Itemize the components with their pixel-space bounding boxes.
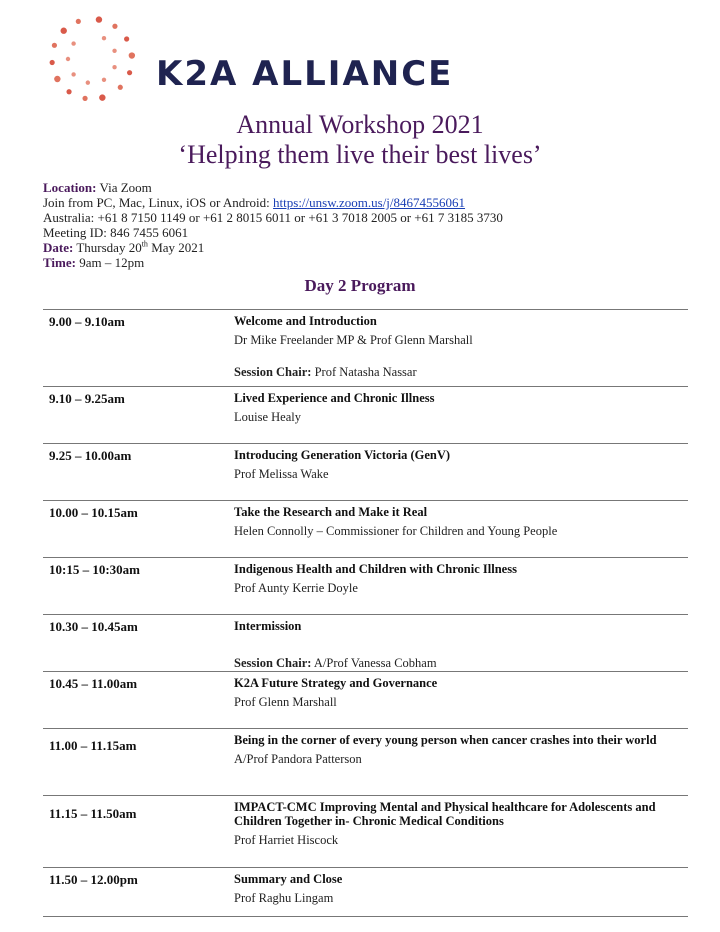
date-post: May 2021	[147, 240, 205, 255]
session-speaker: Helen Connolly – Commissioner for Children and Young People	[234, 524, 558, 538]
session-content	[234, 619, 688, 670]
meeting-id: Meeting ID: 846 7455 6061	[43, 225, 189, 240]
session-content	[234, 391, 688, 424]
program-row	[43, 500, 688, 557]
session-title: IMPACT-CMC Improving Mental and Physical healthcare for Adolescents and Children Together in- Chronic Medical Conditions	[234, 800, 656, 828]
time-line	[43, 255, 693, 270]
dot-ring-icon	[40, 14, 152, 104]
program-row	[43, 386, 688, 443]
session-title: Lived Experience and Chronic Illness	[234, 391, 435, 405]
phone-line: Australia: +61 8 7150 1149 or +61 2 8015 6011 or +61 3 7018 2005 or +61 7 3185 3730	[43, 210, 503, 225]
session-time: 9.25 – 10.00am	[49, 448, 132, 463]
session-time: 11.00 – 11.15am	[49, 738, 137, 753]
session-speaker: Prof Raghu Lingam	[234, 891, 334, 905]
title-line-1: Annual Workshop 2021	[236, 110, 484, 139]
session-content	[234, 800, 688, 847]
session-content	[234, 562, 688, 595]
title-line-2: ‘Helping them live their best lives’	[178, 140, 542, 169]
session-content	[234, 314, 688, 379]
program-row	[43, 614, 688, 671]
join-text: Join from PC, Mac, Linux, iOS or Android:	[43, 195, 274, 210]
program-row	[43, 443, 688, 500]
date-sup: th	[141, 239, 148, 249]
session-time: 10.30 – 10.45am	[49, 619, 138, 634]
zoom-link[interactable]: https://unsw.zoom.us/j/84674556061	[273, 195, 466, 210]
session-speaker: A/Prof Pandora Patterson	[234, 752, 362, 766]
session-speaker: Prof Glenn Marshall	[234, 695, 337, 709]
join-line	[43, 195, 693, 210]
session-title: Intermission	[234, 619, 302, 633]
event-info	[43, 180, 693, 270]
date-line	[43, 240, 693, 255]
time-value: 9am – 12pm	[75, 255, 145, 270]
date-label: Date:	[43, 240, 74, 255]
location-value: Via Zoom	[96, 180, 152, 195]
session-title: Being in the corner of every young person when cancer crashes into their world	[234, 733, 657, 747]
session-chair-name: Prof Natasha Nassar	[311, 365, 417, 379]
page-title	[0, 110, 720, 170]
session-speaker: Dr Mike Freelander MP & Prof Glenn Marshall	[234, 333, 473, 347]
program-title: Day 2 Program	[304, 276, 416, 295]
session-title: Summary and Close	[234, 872, 343, 886]
session-title: Take the Research and Make it Real	[234, 505, 428, 519]
session-content	[234, 676, 688, 709]
session-time: 10.45 – 11.00am	[49, 676, 138, 691]
session-content	[234, 733, 688, 766]
session-speaker: Louise Healy	[234, 410, 301, 424]
session-title: Indigenous Health and Children with Chronic Illness	[234, 562, 517, 576]
k2a-logo	[40, 14, 520, 104]
session-time: 9.10 – 9.25am	[49, 391, 125, 406]
session-chair	[234, 656, 688, 670]
session-title: Introducing Generation Victoria (GenV)	[234, 448, 451, 462]
program-row	[43, 557, 688, 614]
location-line	[43, 180, 693, 195]
session-speaker: Prof Harriet Hiscock	[234, 833, 339, 847]
session-content	[234, 448, 688, 481]
session-chair-name: A/Prof Vanessa Cobham	[311, 656, 437, 670]
program-table	[43, 309, 688, 917]
session-speaker: Prof Melissa Wake	[234, 467, 329, 481]
session-time: 10.00 – 10.15am	[49, 505, 138, 520]
session-time: 10:15 – 10:30am	[49, 562, 140, 577]
program-row	[43, 309, 688, 386]
session-content	[234, 505, 688, 538]
program-row	[43, 867, 688, 917]
session-time: 11.15 – 11.50am	[49, 806, 137, 821]
program-row	[43, 671, 688, 728]
session-time: 11.50 – 12.00pm	[49, 872, 138, 887]
session-content	[234, 872, 688, 905]
session-speaker: Prof Aunty Kerrie Doyle	[234, 581, 358, 595]
session-chair-label: Session Chair:	[234, 656, 312, 670]
program-row	[43, 728, 688, 795]
session-title: Welcome and Introduction	[234, 314, 377, 328]
time-label: Time:	[43, 255, 76, 270]
location-label: Location:	[43, 180, 97, 195]
date-pre: Thursday 20	[73, 240, 142, 255]
session-chair	[234, 365, 688, 379]
session-chair-label: Session Chair:	[234, 365, 312, 379]
program-row	[43, 795, 688, 867]
logo-text: K2A ALLIANCE	[156, 54, 454, 94]
session-title: K2A Future Strategy and Governance	[234, 676, 438, 690]
session-time: 9.00 – 9.10am	[49, 314, 125, 329]
